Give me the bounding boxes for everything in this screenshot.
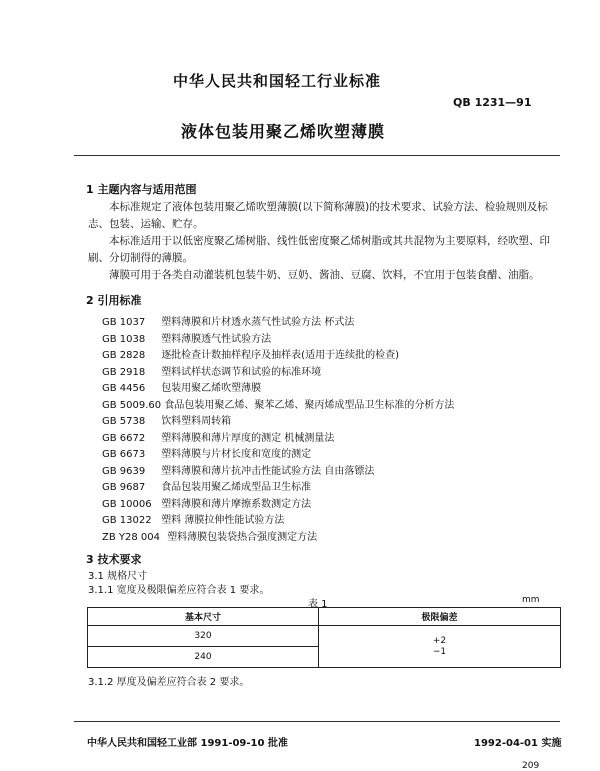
reference-title: 塑料 薄膜拉伸性能试验方法: [161, 515, 285, 526]
reference-title: 逐批检查计数抽样程序及抽样表(适用于连续批的检查): [161, 350, 399, 361]
table-header-cell: 基本尺寸: [88, 608, 319, 626]
reference-title: 塑料薄膜和薄片摩擦系数测定方法: [161, 499, 312, 510]
table-header-cell: 极限偏差: [319, 608, 561, 626]
reference-code: GB 4456: [102, 383, 146, 394]
tolerance-plus: +2: [432, 635, 447, 646]
section-1-heading: 1 主题内容与适用范围: [86, 183, 197, 196]
reference-code: GB 6673: [102, 449, 146, 460]
table-row: [88, 626, 561, 647]
section-1-paragraph-3: 薄膜可用于各类自动灌装机包装牛奶、豆奶、酱油、豆腐、饮料，不宜用于包装食醋、油脂。: [109, 269, 540, 281]
subsection-3-1-2: 3.1.2 厚度及偏差应符合表 2 要求。: [88, 677, 250, 688]
document-title: 液体包装用聚乙烯吹塑薄膜: [181, 122, 386, 141]
tolerance-minus: −1: [432, 646, 447, 657]
reference-item: [102, 462, 374, 477]
reference-item: [102, 313, 354, 328]
title-divider: [74, 155, 560, 156]
reference-title: 食品包装用聚乙烯成型品卫生标准: [161, 482, 312, 493]
reference-code: GB 1038: [102, 334, 146, 345]
reference-item: [102, 478, 311, 493]
page-number: 209: [522, 761, 540, 771]
reference-title: 饮料塑料周转箱: [161, 416, 232, 427]
table-cell: 240: [88, 647, 319, 668]
table-1-unit: mm: [522, 595, 540, 605]
reference-item: [102, 445, 311, 460]
reference-item: [102, 412, 231, 427]
reference-title: 塑料薄膜透气性试验方法: [161, 334, 272, 345]
section-1-paragraph-2: 本标准适用于以低密度聚乙烯树脂、线性低密度聚乙烯树脂或其共混物为主要原料，经吹塑、印刷、分切制得的薄膜。: [88, 235, 550, 264]
reference-code: GB 1037: [102, 317, 146, 328]
standard-category: 中华人民共和国轻工行业标准: [173, 72, 382, 90]
table-1-caption: 表 1: [308, 599, 328, 610]
reference-code: GB 9687: [102, 482, 146, 493]
reference-code: GB 9639: [102, 466, 146, 477]
reference-code: ZB Y28 004: [102, 532, 160, 543]
reference-title: 塑料薄膜包装袋热合强度测定方法: [167, 532, 318, 543]
reference-title: 塑料薄膜和薄片抗冲击性能试验方法 自由落镖法: [161, 466, 375, 477]
reference-code: GB 13022: [102, 515, 152, 526]
reference-item: [102, 528, 317, 543]
reference-title: 塑料薄膜和薄片厚度的测定 机械测量法: [161, 433, 335, 444]
table-1: [87, 607, 561, 668]
reference-code: GB 2828: [102, 350, 146, 361]
reference-title: 包装用聚乙烯吹塑薄膜: [161, 383, 262, 394]
section-3-heading: 3 技术要求: [86, 553, 142, 566]
reference-code: GB 5009.60: [102, 400, 162, 411]
reference-title: 食品包装用聚乙烯、聚苯乙烯、聚丙烯成型品卫生标准的分析方法: [164, 400, 455, 411]
reference-item: [102, 379, 261, 394]
section-1-paragraph-1: 本标准规定了液体包装用聚乙烯吹塑薄膜(以下简称薄膜)的技术要求、试验方法、检验规则及标志、包装、运输、贮存。: [88, 201, 548, 230]
effective-date: 1992-04-01 实施: [474, 738, 562, 749]
standard-code: QB 1231—91: [453, 96, 532, 109]
reference-item: [102, 363, 321, 378]
reference-code: GB 2918: [102, 367, 146, 378]
table-cell: 320: [88, 626, 319, 647]
reference-item: [102, 511, 284, 526]
subsection-3-1: 3.1 规格尺寸: [88, 571, 148, 582]
reference-item: [102, 396, 454, 411]
reference-item: [102, 429, 334, 444]
reference-item: [102, 330, 271, 345]
footer-divider: [74, 721, 560, 722]
table-header-row: [88, 608, 561, 626]
section-2-heading: 2 引用标准: [86, 294, 142, 307]
tolerance-cell: [319, 626, 561, 668]
reference-title: 塑料试样状态调节和试验的标准环境: [161, 367, 322, 378]
approval-note: 中华人民共和国轻工业部 1991-09-10 批准: [87, 738, 288, 749]
reference-title: 塑料薄膜与片材长度和宽度的测定: [161, 449, 312, 460]
reference-title: 塑料薄膜和片材透水蒸气性试验方法 杯式法: [161, 317, 355, 328]
reference-code: GB 6672: [102, 433, 146, 444]
reference-code: GB 5738: [102, 416, 146, 427]
reference-code: GB 10006: [102, 499, 152, 510]
subsection-3-1-1: 3.1.1 宽度及极限偏差应符合表 1 要求。: [88, 585, 270, 596]
reference-item: [102, 495, 311, 510]
reference-item: [102, 346, 399, 361]
